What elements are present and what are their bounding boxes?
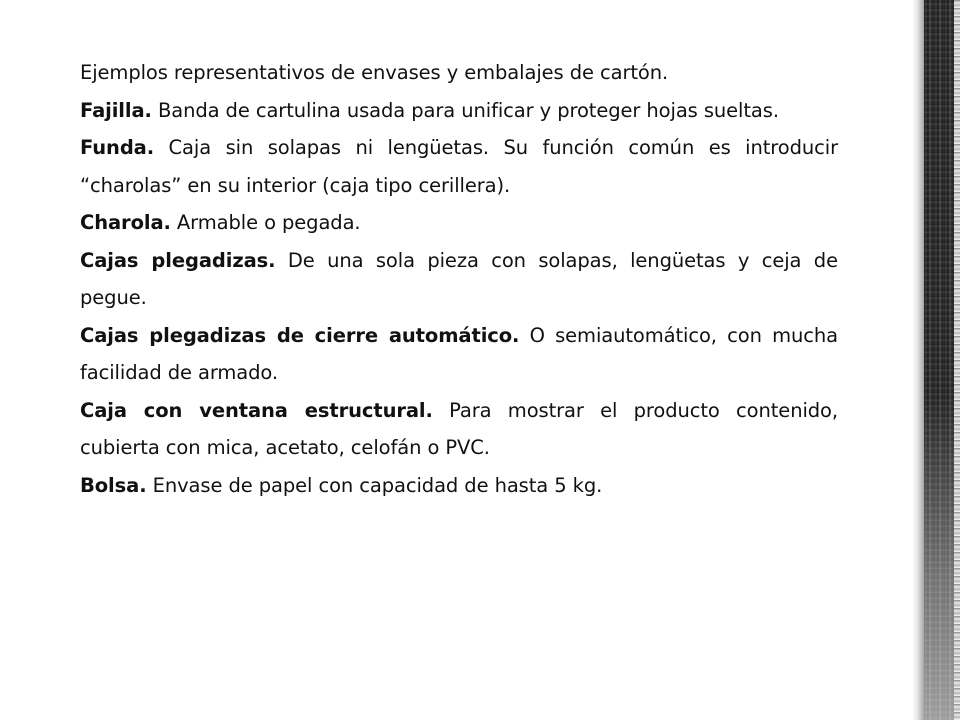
side-strip-shadow: [912, 0, 924, 720]
term-cajas-plegadizas: Cajas plegadizas.: [80, 248, 276, 272]
definition-ventana-estructural: Para mostrar el producto contenido, cubierta con mica, acetato, celofán o PVC.: [80, 398, 838, 459]
term-fajilla: Fajilla.: [80, 98, 152, 122]
side-strip-fade: [924, 0, 954, 720]
term-bolsa: Bolsa.: [80, 473, 147, 497]
definition-fajilla: Banda de cartulina usada para unificar y proteger hojas sueltas.: [151, 98, 779, 122]
paragraph-charola: [80, 204, 838, 242]
paragraph-ventana-estructural: [80, 392, 838, 467]
term-cierre-automatico: Cajas plegadizas de cierre automático.: [80, 323, 520, 347]
paragraph-cajas-plegadizas: [80, 242, 838, 317]
paragraph-funda: [80, 129, 838, 204]
paragraph-cierre-automatico: [80, 317, 838, 392]
term-funda: Funda.: [80, 136, 155, 159]
intro-paragraph: [80, 54, 838, 92]
side-strip-edge: [954, 0, 960, 720]
definition-cierre-automatico: O semiautomático, con mucha facilidad de armado.: [80, 323, 838, 384]
paragraph-bolsa: [80, 467, 838, 505]
paragraph-fajilla: [80, 92, 838, 130]
definition-funda: Caja sin solapas ni lengüetas. Su función común es introducir “charolas” en su interior (caja tipo cerillera).: [80, 136, 838, 197]
definition-charola: Armable o pegada.: [170, 211, 361, 234]
intro-text: Ejemplos representativos de envases y embalajes de cartón.: [80, 61, 669, 84]
definition-cajas-plegadizas: De una sola pieza con solapas, lengüetas y ceja de pegue.: [80, 248, 838, 309]
slide-body: [80, 54, 838, 504]
definition-bolsa: Envase de papel con capacidad de hasta 5 kg.: [146, 473, 603, 497]
term-ventana-estructural: Caja con ventana estructural.: [80, 398, 433, 422]
decorative-side-strip: [912, 0, 960, 720]
term-charola: Charola.: [80, 211, 171, 234]
